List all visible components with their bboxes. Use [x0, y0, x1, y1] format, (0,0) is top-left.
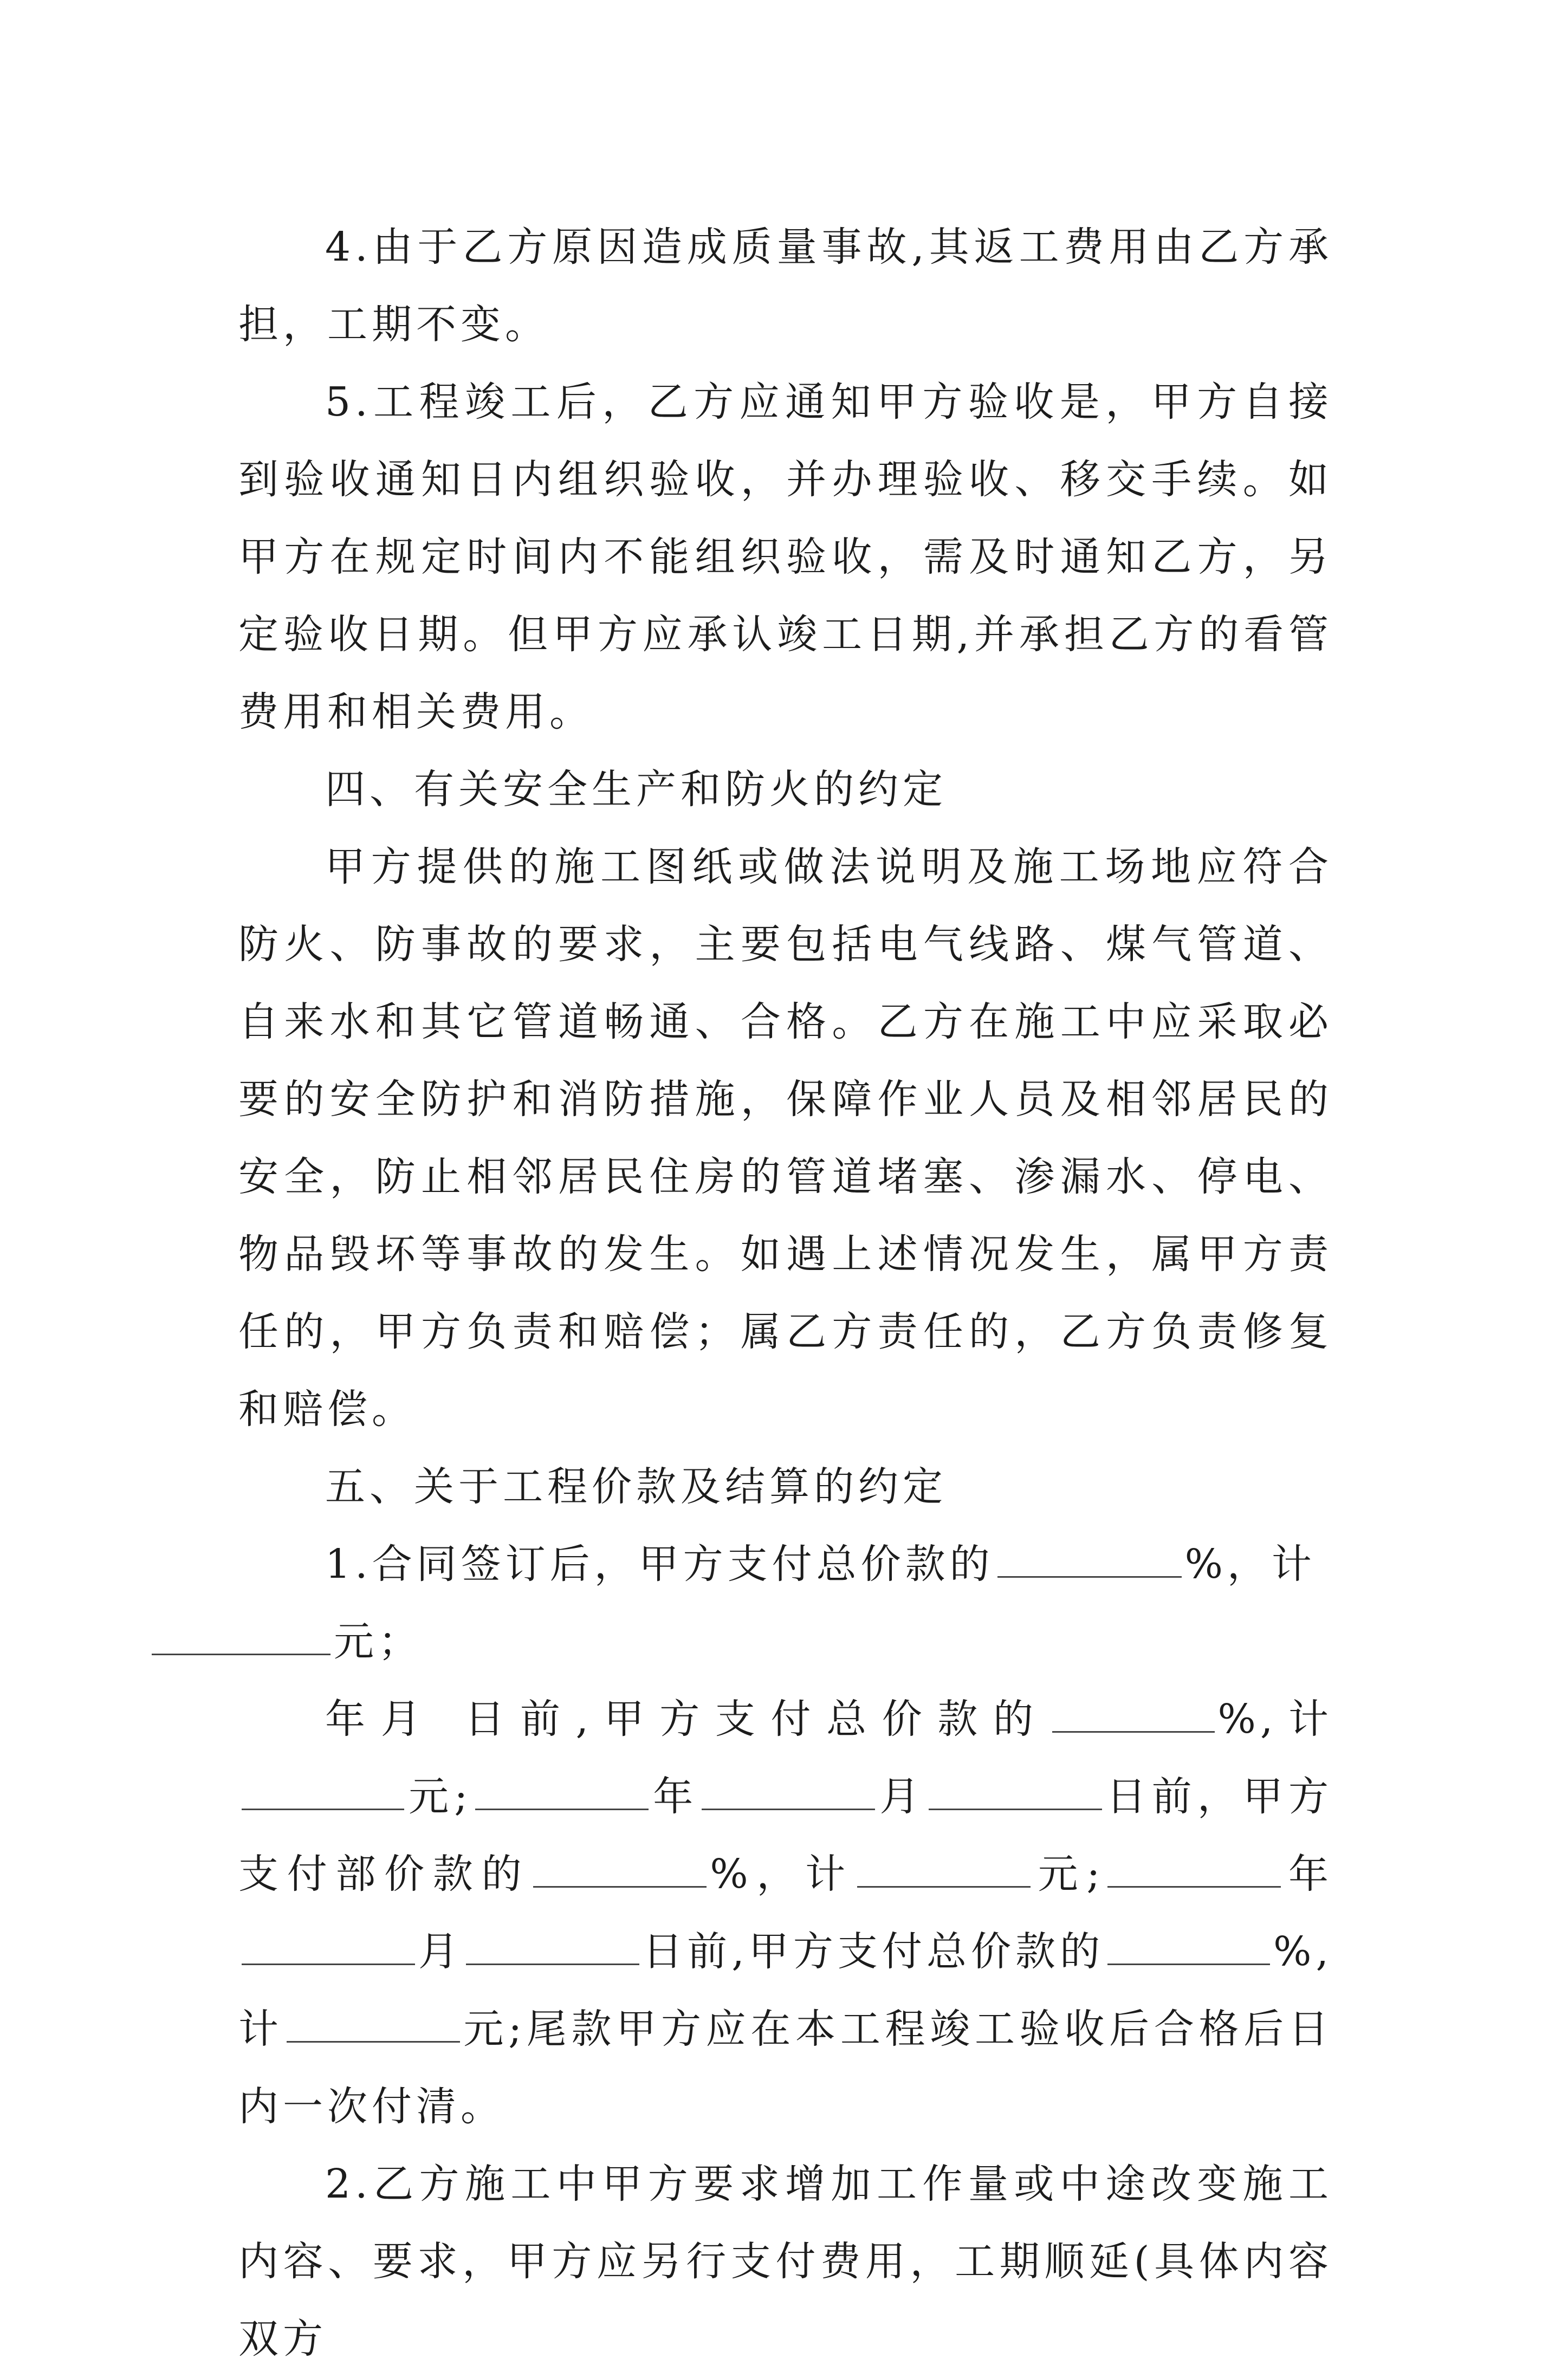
payment-schedule-paragraph: [238, 1681, 1333, 2146]
fire-safety-paragraph: [238, 828, 1333, 1448]
payment-2-text-a: 年月 日前,甲方支付总价款的: [325, 1696, 1049, 1742]
blank-field[interactable]: [152, 1653, 331, 1655]
section-5-heading-text: 五、关于工程价款及结算的约定: [325, 1463, 947, 1510]
blank-field[interactable]: [475, 1808, 649, 1810]
blank-field[interactable]: [857, 1885, 1031, 1888]
payment-1-text-c: 元；: [334, 1618, 423, 1665]
payment-2-text-j: 月: [418, 1928, 463, 1975]
clause-4-text: 4.由于乙方原因造成质量事故,其返工费用由乙方承担，工期不变。: [238, 224, 1333, 348]
payment-1-text-a: 1.合同签订后，甲方支付总价款的: [325, 1541, 994, 1588]
blank-field[interactable]: [533, 1885, 707, 1888]
blank-field[interactable]: [242, 1808, 404, 1810]
payment-2-text-c: 元;: [407, 1773, 472, 1820]
payment-2-text-d: 年: [652, 1773, 699, 1820]
section-4-heading-text: 四、有关安全生产和防火的约定: [325, 766, 947, 813]
payment-1-text-b: %，计: [1184, 1541, 1316, 1588]
blank-field[interactable]: [997, 1576, 1182, 1578]
blank-field[interactable]: [1107, 1963, 1270, 1965]
blank-field[interactable]: [1052, 1731, 1215, 1733]
section-5-heading: [238, 1448, 1333, 1526]
blank-field[interactable]: [242, 1963, 415, 1965]
clause-2-paragraph: [238, 2146, 1333, 2378]
clause-2-text: 2.乙方施工中甲方要求增加工作量或中途改变施工内容、要求，甲方应另行支付费用，工期顺延(具体内容双方: [238, 2161, 1333, 2362]
payment-2-text-h: 元;: [1033, 1851, 1105, 1897]
clause-5-paragraph: [238, 364, 1333, 751]
payment-2-text-m: 元;尾款甲方应在本工程竣工验收后合格后日内一次付清。: [238, 2006, 1333, 2130]
blank-field[interactable]: [702, 1808, 875, 1810]
fire-safety-text: 甲方提供的施工图纸或做法说明及施工场地应符合防火、防事故的要求，主要包括电气线路、煤气管道、自来水和其它管道畅通、合格。乙方在施工中应采取必要的安全防护和消防措施，保障作业人员及相邻居民的安全，防止相邻居民住房的管道堵塞、渗漏水、停电、物品毁坏等事故的发生。如遇上述情况发生，属甲方责任的，甲方负责和赔偿；属乙方责任的，乙方负责修复和赔偿。: [238, 844, 1333, 1433]
payment-2-text-e: 月: [878, 1773, 925, 1820]
blank-field[interactable]: [466, 1963, 639, 1965]
blank-field[interactable]: [287, 2040, 460, 2043]
blank-field[interactable]: [1107, 1885, 1281, 1888]
payment-2-text-f: 日前，甲方支付部价款的: [238, 1773, 1333, 1897]
blank-field[interactable]: [929, 1808, 1102, 1810]
clause-4-paragraph: [238, 209, 1333, 364]
payment-2-text-g: %，计: [710, 1851, 854, 1897]
payment-2-text-k: 日前,甲方支付总价款的: [643, 1928, 1105, 1975]
payment-2-text-l: %,计: [238, 1928, 1333, 2052]
payment-2-text-i: 年: [1284, 1851, 1333, 1897]
contract-text: [238, 209, 1333, 2378]
section-4-heading: [238, 751, 1333, 828]
clause-5-text: 5.工程竣工后，乙方应通知甲方验收是，甲方自接到验收通知日内组织验收，并办理验收、移交手续。如甲方在规定时间内不能组织验收，需及时通知乙方，另定验收日期。但甲方应承认竣工日期,并承担乙方的看管费用和相关费用。: [238, 379, 1333, 735]
payment-clause-1: [238, 1526, 1333, 1681]
payment-2-text-b: %,计: [1217, 1696, 1333, 1742]
